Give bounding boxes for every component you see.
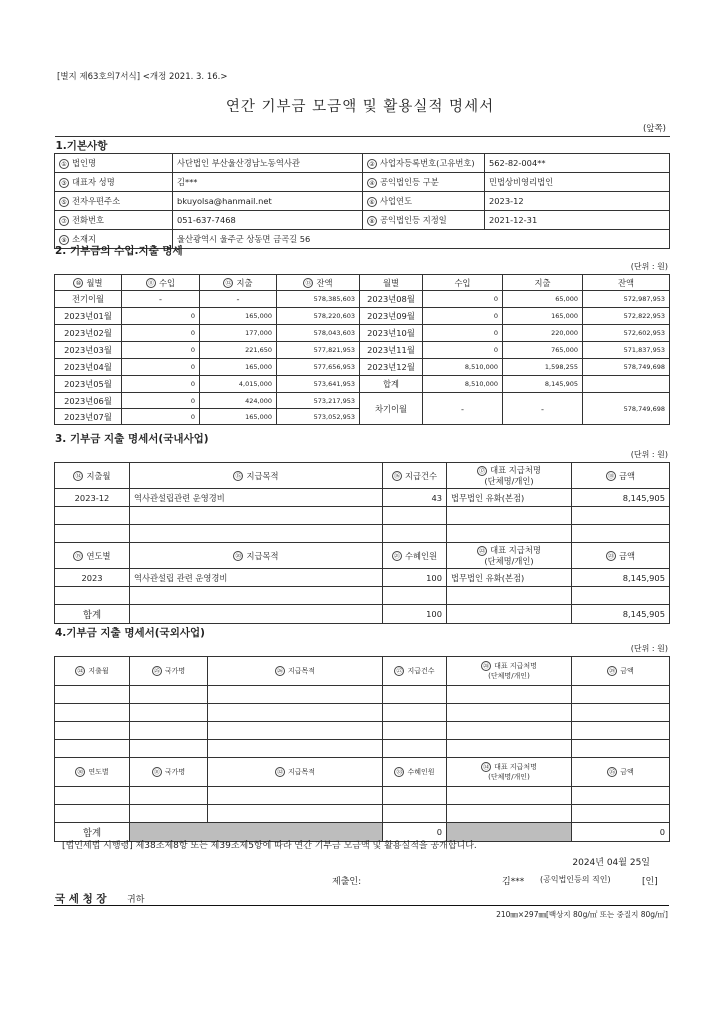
total-count: 0 (383, 823, 447, 842)
balance-cell: 578,385,603 (277, 291, 360, 308)
col-payee: ㉞ 대표 지급처명 (단체명/개인) (447, 758, 572, 787)
empty-cell (55, 740, 130, 758)
empty-cell (447, 722, 572, 740)
col-month: ⑩ 월별 (55, 275, 122, 291)
fiscal-year-value: 2023-12 (485, 192, 670, 211)
col-income: 수입 (423, 275, 503, 291)
payee-cell: 법무법인 유화(본점) (447, 569, 572, 587)
income-cell: 0 (122, 342, 200, 359)
empty-cell (55, 704, 130, 722)
empty-cell (447, 686, 572, 704)
empty-cell (447, 507, 572, 525)
empty-cell (130, 605, 383, 624)
income-cell: 0 (423, 308, 503, 325)
empty-cell (572, 704, 670, 722)
unit-label: (단위 : 원) (630, 644, 668, 653)
basic-label: ④ 공익법인등 구분 (363, 173, 485, 192)
honorific: 귀하 (127, 895, 145, 905)
empty-cell (572, 525, 670, 543)
balance-cell: 572,822,953 (583, 308, 670, 325)
col-balance: ⑬ 잔액 (277, 275, 360, 291)
empty-cell (55, 686, 130, 704)
basic-label: ⑤ 전자우편주소 (55, 192, 173, 211)
total-label: 합계 (55, 823, 130, 842)
col-payee: ㉒ 대표 지급처명 (단체명/개인) (447, 543, 572, 569)
page-title: 연간 기부금 모금액 및 활용실적 명세서 (225, 99, 495, 115)
income-cell: 0 (122, 409, 200, 425)
total-label: 합계 (55, 605, 130, 624)
income-cell: 0 (423, 342, 503, 359)
empty-cell (383, 805, 447, 823)
section1-title: 1.기본사항 (55, 137, 670, 154)
empty-cell (55, 722, 130, 740)
basic-label: ⑦ 전화번호 (55, 211, 173, 230)
total-amount: 8,145,905 (572, 605, 670, 624)
balance-cell: 578,043,603 (277, 325, 360, 342)
biz-no-value: 562-82-004** (485, 154, 670, 173)
income-cell: 0 (122, 308, 200, 325)
empty-cell (55, 805, 130, 823)
empty-cell (383, 740, 447, 758)
col-beneficiaries: ㉑ 수혜인원 (383, 543, 447, 569)
income-total: 8,510,000 (423, 376, 503, 393)
section4-title: 4.기부금 지출 명세서(국외사업) (55, 627, 205, 639)
basic-label: ③ 대표자 성명 (55, 173, 173, 192)
col-expense: 지출 (503, 275, 583, 291)
rep-name-value: 김*** (173, 173, 363, 192)
empty-cell (208, 722, 383, 740)
expense-cell: - (200, 291, 277, 308)
col-amount: ㉟ 금액 (572, 758, 670, 787)
expense-total: 8,145,905 (503, 376, 583, 393)
col-country: ㉛ 국가명 (130, 758, 208, 787)
col-expense-month: ⑭ 지출월 (55, 463, 130, 489)
col-purpose: ㉜ 지급목적 (208, 758, 383, 787)
empty-cell (572, 787, 670, 805)
empty-cell (383, 525, 447, 543)
empty-cell (130, 805, 208, 823)
basic-info-table (54, 136, 670, 249)
month-cell: 2023년03월 (55, 342, 122, 359)
basic-label: ⑧ 공익법인등 지정일 (363, 211, 485, 230)
month-cell: 2023년08월 (360, 291, 423, 308)
empty-cell (383, 704, 447, 722)
corp-type-value: 민법상비영리법인 (485, 173, 670, 192)
expense-cell: 177,000 (200, 325, 277, 342)
balance-cell: 573,052,953 (277, 409, 360, 425)
basic-label: ⑥ 사업연도 (363, 192, 485, 211)
expense-cell: 65,000 (503, 291, 583, 308)
submitter-role: (공익법인등의 직인) (540, 875, 611, 884)
col-amount: ㉓ 금액 (572, 543, 670, 569)
empty-cell (572, 740, 670, 758)
income-cell: - (122, 291, 200, 308)
basic-label: ② 사업자등록번호(고유번호) (363, 154, 485, 173)
month-cell: 2023년02월 (55, 325, 122, 342)
col-country: ㉕ 국가명 (130, 657, 208, 686)
empty-cell (572, 507, 670, 525)
balance-cell: 577,821,953 (277, 342, 360, 359)
empty-cell (447, 740, 572, 758)
empty-cell (55, 787, 130, 805)
empty-cell (208, 704, 383, 722)
submitter-name: 김*** (502, 877, 525, 887)
purpose-cell: 역사관설립 관련 운영경비 (130, 569, 383, 587)
expense-cell: 424,000 (200, 393, 277, 409)
carry-forward-label: 차기이월 (360, 393, 423, 425)
month-cell: 2023년09월 (360, 308, 423, 325)
unit-label: (단위 : 원) (630, 262, 668, 271)
recipient: 국 세 청 장 (55, 893, 107, 905)
empty-cell (130, 740, 208, 758)
col-balance: 잔액 (583, 275, 670, 291)
empty-cell (447, 805, 572, 823)
empty-cell (383, 507, 447, 525)
col-expense-month: ㉔ 지출월 (55, 657, 130, 686)
unit-label: (단위 : 원) (630, 450, 668, 459)
empty-cell (208, 686, 383, 704)
empty-cell (130, 787, 208, 805)
expense-cell: 1,598,255 (503, 359, 583, 376)
empty-cell (447, 605, 572, 624)
empty-cell (55, 507, 130, 525)
expense-cell: 165,000 (503, 308, 583, 325)
empty-cell (572, 722, 670, 740)
empty-cell (572, 587, 670, 605)
form-number: [별지 제63호의7서식] <개정 2021. 3. 16.> (57, 72, 228, 82)
month-cell: 2023년12월 (360, 359, 423, 376)
income-cell: 0 (122, 359, 200, 376)
col-payee: ⑰ 대표 지급처명 (단체명/개인) (447, 463, 572, 489)
balance-cell: 572,602,953 (583, 325, 670, 342)
balance-cell: 577,656,953 (277, 359, 360, 376)
count-cell: 43 (383, 489, 447, 507)
empty-cell (55, 525, 130, 543)
front-side-label: (앞쪽) (642, 124, 666, 134)
submit-date: 2024년 04월 25일 (572, 858, 650, 868)
expense-cell: 765,000 (503, 342, 583, 359)
empty-cell (447, 587, 572, 605)
empty-cell (208, 787, 383, 805)
month-cell: 2023년11월 (360, 342, 423, 359)
income-cell: 0 (122, 325, 200, 342)
balance-cell (583, 376, 670, 393)
expense-cell: 220,000 (503, 325, 583, 342)
carry-balance: 578,749,698 (583, 393, 670, 425)
col-month: 월별 (360, 275, 423, 291)
income-cell: 0 (423, 291, 503, 308)
expense-cell: 4,015,000 (200, 376, 277, 393)
expense-cell: 221,650 (200, 342, 277, 359)
beneficiaries-cell: 100 (383, 569, 447, 587)
paper-spec: 210㎜×297㎜[백상지 80g/㎡ 또는 중질지 80g/㎡] (496, 910, 668, 919)
empty-cell (383, 686, 447, 704)
col-purpose: ㉖ 지급목적 (208, 657, 383, 686)
income-cell: 0 (423, 325, 503, 342)
col-purpose: ⑳ 지급목적 (130, 543, 383, 569)
total-count: 100 (383, 605, 447, 624)
empty-cell (130, 525, 383, 543)
balance-cell: 578,220,603 (277, 308, 360, 325)
seal-mark: [인] (642, 877, 658, 887)
basic-label: ⑨ 소재지 (55, 230, 173, 249)
empty-cell (447, 787, 572, 805)
month-cell: 2023년06월 (55, 393, 122, 409)
income-cell: 8,510,000 (423, 359, 503, 376)
empty-cell (130, 507, 383, 525)
empty-cell (130, 722, 208, 740)
expense-cell: 165,000 (200, 308, 277, 325)
balance-cell: 573,217,953 (277, 393, 360, 409)
col-count: ㉗ 지급건수 (383, 657, 447, 686)
income-cell: 0 (122, 393, 200, 409)
month-cell: 2023년10월 (360, 325, 423, 342)
purpose-cell: 역사관설립관련 운영경비 (130, 489, 383, 507)
empty-cell (572, 805, 670, 823)
balance-cell: 573,641,953 (277, 376, 360, 393)
carry-expense: - (503, 393, 583, 425)
income-expense-table (54, 274, 670, 425)
total-label: 합계 (360, 376, 423, 393)
total-amount: 0 (572, 823, 670, 842)
empty-cell (130, 686, 208, 704)
balance-cell: 571,837,953 (583, 342, 670, 359)
carry-income: - (423, 393, 503, 425)
month-cell: 2023년04월 (55, 359, 122, 376)
section3-title: 3. 기부금 지출 명세서(국내사업) (55, 433, 209, 445)
col-purpose: ⑮ 지급목적 (130, 463, 383, 489)
corp-name-value: 사단법인 부산울산경남노동역사관 (173, 154, 363, 173)
section2-title: 2. 기부금의 수입.지출 명세 (55, 245, 183, 257)
foreign-expense-table (54, 656, 670, 842)
month-cell: 2023년01월 (55, 308, 122, 325)
law-statement: [법인세법 시행령] 제38조제8항 또는 제39조제5항에 따라 연간 기부금 모금액 및 활용실적을 공개합니다. (62, 841, 477, 851)
col-income: ⑪ 수입 (122, 275, 200, 291)
email-value: bkuyolsa@hanmail.net (173, 192, 363, 211)
col-amount: ㉙ 금액 (572, 657, 670, 686)
empty-cell (447, 704, 572, 722)
month-cell: 2023년07월 (55, 409, 122, 425)
amount-cell: 8,145,905 (572, 569, 670, 587)
empty-cell (208, 740, 383, 758)
expense-cell: 165,000 (200, 409, 277, 425)
balance-cell: 578,749,698 (583, 359, 670, 376)
col-amount: ⑱ 금액 (572, 463, 670, 489)
empty-cell (130, 587, 383, 605)
empty-cell (383, 787, 447, 805)
col-payee: ㉘ 대표 지급처명 (단체명/개인) (447, 657, 572, 686)
amount-cell: 8,145,905 (572, 489, 670, 507)
col-expense: ⑫ 지출 (200, 275, 277, 291)
month-cell: 2023년05월 (55, 376, 122, 393)
col-beneficiaries: ㉝ 수혜인원 (383, 758, 447, 787)
year-cell: 2023 (55, 569, 130, 587)
balance-cell: 572,987,953 (583, 291, 670, 308)
empty-cell (447, 525, 572, 543)
empty-cell (208, 805, 383, 823)
empty-cell (130, 704, 208, 722)
designation-date-value: 2021-12-31 (485, 211, 670, 230)
expense-month-cell: 2023-12 (55, 489, 130, 507)
basic-label: ① 법인명 (55, 154, 173, 173)
bottom-rule (54, 905, 669, 906)
payee-cell: 법무법인 유화(본점) (447, 489, 572, 507)
address-value: 울산광역시 울주군 상동면 금곡길 56 (173, 230, 670, 249)
empty-cell (383, 722, 447, 740)
col-count: ⑯ 지급건수 (383, 463, 447, 489)
empty-cell (572, 686, 670, 704)
col-year: ⑲ 연도별 (55, 543, 130, 569)
month-cell: 전기이월 (55, 291, 122, 308)
empty-cell (383, 587, 447, 605)
submitter-label: 제출인: (332, 877, 362, 887)
phone-value: 051-637-7468 (173, 211, 363, 230)
domestic-expense-table (54, 462, 670, 624)
income-cell: 0 (122, 376, 200, 393)
empty-cell (55, 587, 130, 605)
expense-cell: 165,000 (200, 359, 277, 376)
col-year: ㉚ 연도별 (55, 758, 130, 787)
